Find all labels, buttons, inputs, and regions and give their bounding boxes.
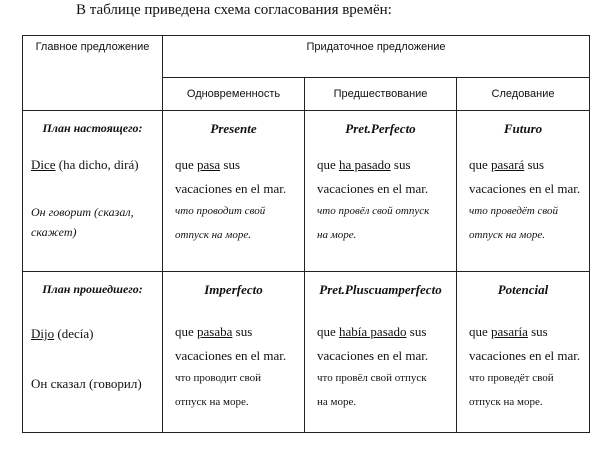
example-post: sus (220, 157, 241, 172)
example-line-1 (317, 324, 426, 340)
header-main-clause: Главное предложение (23, 36, 163, 111)
tense-name: Imperfecto (204, 282, 263, 297)
example-post: sus (406, 324, 427, 339)
example-post: sus (527, 324, 548, 339)
example-pre: que (175, 324, 198, 339)
translation-line-1: Он сказал (говорил) (31, 376, 142, 391)
example-line-1 (175, 324, 252, 340)
translation-line-1: Он говорит (сказал, (31, 205, 134, 219)
example-line-1 (317, 157, 411, 173)
present-plan-cell (23, 111, 163, 272)
caption: В таблице приведена схема согласования времён: (76, 2, 392, 18)
tense-cell (305, 272, 457, 433)
example-line-3: что провёл свой отпуск (317, 205, 430, 217)
example-pre: que (317, 324, 340, 339)
example-verb: pasará (491, 157, 525, 172)
example-line-4: отпуск на море. (175, 396, 249, 408)
example-line-2: vacaciones en el mar. (175, 348, 287, 363)
example-pre: que (469, 157, 492, 172)
past-plan-cell (23, 272, 163, 433)
example-post: sus (524, 157, 545, 172)
tense-cell (305, 111, 457, 272)
example-line-1 (469, 324, 548, 340)
tense-cell (163, 111, 305, 272)
main-verb: Dijo (31, 326, 55, 341)
example-line-3: что проводит свой (175, 372, 262, 384)
tense-cell (163, 272, 305, 433)
tense-name: Potencial (497, 282, 549, 297)
example-verb: ha pasado (339, 157, 391, 172)
plan-title: План прошедшего: (42, 282, 143, 296)
plan-title: План настоящего: (42, 121, 143, 135)
header-sub-clause: Придаточное предложение (163, 36, 590, 78)
translation-line-2: скажет) (31, 225, 77, 239)
example-line-4: отпуск на море. (469, 229, 545, 241)
example-line-2: vacaciones en el mar. (317, 348, 429, 363)
example-post: sus (390, 157, 411, 172)
table-row (23, 272, 590, 433)
example-verb: pasaría (491, 324, 528, 339)
tense-name: Pret.Pluscuamperfecto (319, 282, 442, 297)
main-verb: Dice (31, 157, 56, 172)
main-verb-line (31, 157, 139, 173)
tense-cell (457, 272, 590, 433)
main-verb-rest: (ha dicho, dirá) (55, 157, 139, 172)
example-line-3: что провёл свой отпуск (317, 372, 427, 384)
example-line-4: на море. (317, 229, 357, 241)
example-line-4: отпуск на море. (175, 229, 251, 241)
example-pre: que (317, 157, 340, 172)
header-simultaneity: Одновременность (163, 78, 305, 111)
main-verb-line (31, 326, 93, 342)
tense-agreement-table (22, 35, 590, 433)
tense-name: Pret.Perfecto (345, 121, 416, 136)
example-verb: pasa (197, 157, 221, 172)
tense-name: Presente (210, 121, 257, 136)
example-line-3: что проведёт свой (469, 372, 554, 384)
example-line-2: vacaciones en el mar. (317, 181, 429, 196)
main-verb-rest: (decía) (54, 326, 94, 341)
example-line-2: vacaciones en el mar. (469, 181, 581, 196)
example-line-3: что проведёт свой (469, 205, 558, 217)
example-line-2: vacaciones en el mar. (175, 181, 287, 196)
example-verb: había pasado (339, 324, 407, 339)
example-line-1 (469, 157, 544, 173)
tense-name: Futuro (503, 121, 543, 136)
example-line-4: отпуск на море. (469, 396, 543, 408)
example-pre: que (469, 324, 492, 339)
example-line-3: что проводит свой (175, 205, 266, 217)
header-succession: Следование (457, 78, 590, 111)
example-pre: que (175, 157, 198, 172)
example-line-1 (175, 157, 240, 173)
table-row (23, 111, 590, 272)
example-post: sus (232, 324, 253, 339)
example-verb: pasaba (197, 324, 233, 339)
tense-cell (457, 111, 590, 272)
example-line-4: на море. (317, 396, 357, 408)
header-precedence: Предшествование (305, 78, 457, 111)
example-line-2: vacaciones en el mar. (469, 348, 581, 363)
